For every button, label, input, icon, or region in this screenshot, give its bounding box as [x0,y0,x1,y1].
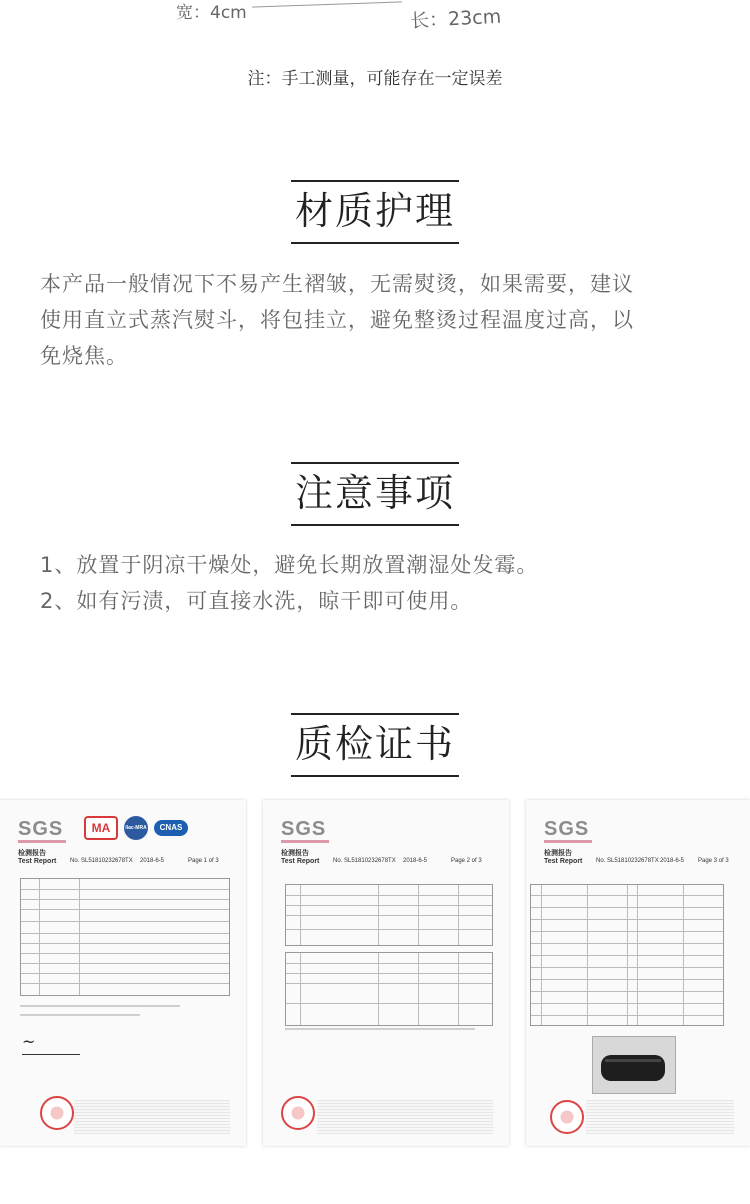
care-line: 免烧焦。 [40,344,128,368]
ilac-badge: ilac-MRA [124,816,148,840]
report-number: No. SL51810232678TX [333,858,396,864]
measurement-note: 注：手工测量，可能存在一定误差 [247,69,503,89]
certificate-title: 质检证书 [291,713,459,777]
sgs-logo-bar [18,840,66,843]
report-title-cn: 检测报告 [544,850,572,857]
sgs-logo: SGS [544,818,590,840]
notice-item: 2、如有污渍，可直接水洗，晾干即可使用。 [40,589,473,613]
report-title-en: Test Report [544,858,583,865]
cma-badge: MA [84,816,118,840]
notice-title: 注意事项 [291,462,459,526]
report-date: 2018-6-5 [403,858,428,864]
sgs-logo: SGS [281,818,327,840]
report-title-cn: 检测报告 [281,850,309,857]
report-table [20,878,230,996]
report-table-2 [285,952,493,1026]
seal-stamp [40,1096,74,1130]
sgs-logo: SGS [18,818,64,840]
certificate-page-2 [263,800,509,1146]
report-page: Page 1 of 3 [188,858,219,864]
seal-stamp [550,1100,584,1134]
report-title-en: Test Report [18,858,57,865]
report-date: 2018-6-5 [140,858,165,864]
report-title-en: Test Report [281,858,320,865]
report-number: No. SL51810232678TX [596,858,659,864]
report-title-cn: 检测报告 [18,850,46,857]
report-page: Page 3 of 3 [698,858,729,864]
notice-list [40,547,716,619]
care-line: 本产品一般情况下不易产生褶皱，无需熨烫，如果需要，建议 [40,272,634,296]
care-heading [0,180,750,244]
care-line: 使用直立式蒸汽熨斗，将包挂立，避免整烫过程温度过高，以 [40,308,634,332]
certificate-page-1 [0,800,246,1146]
dimension-line [252,1,402,7]
seal-stamp [281,1096,315,1130]
sgs-logo-bar [281,840,329,843]
certificate-heading [0,713,750,777]
notice-heading [0,462,750,526]
care-title: 材质护理 [291,180,459,244]
notice-item: 1、放置于阴凉干燥处，避免长期放置潮湿处发霉。 [40,553,539,577]
certificate-page-3 [526,800,750,1146]
sgs-logo-bar [544,840,592,843]
cnas-badge: CNAS [154,820,188,836]
signature: ~ [22,1032,80,1055]
length-label: 长：23cm [409,5,502,33]
product-photo [592,1036,676,1094]
report-page: Page 2 of 3 [451,858,482,864]
care-text [40,266,716,374]
report-number: No. SL51810232678TX [70,858,133,864]
width-label: 宽：4cm [176,3,247,23]
report-date: 2018-6-5 [660,858,685,864]
report-table [530,884,724,1026]
report-table [285,884,493,946]
